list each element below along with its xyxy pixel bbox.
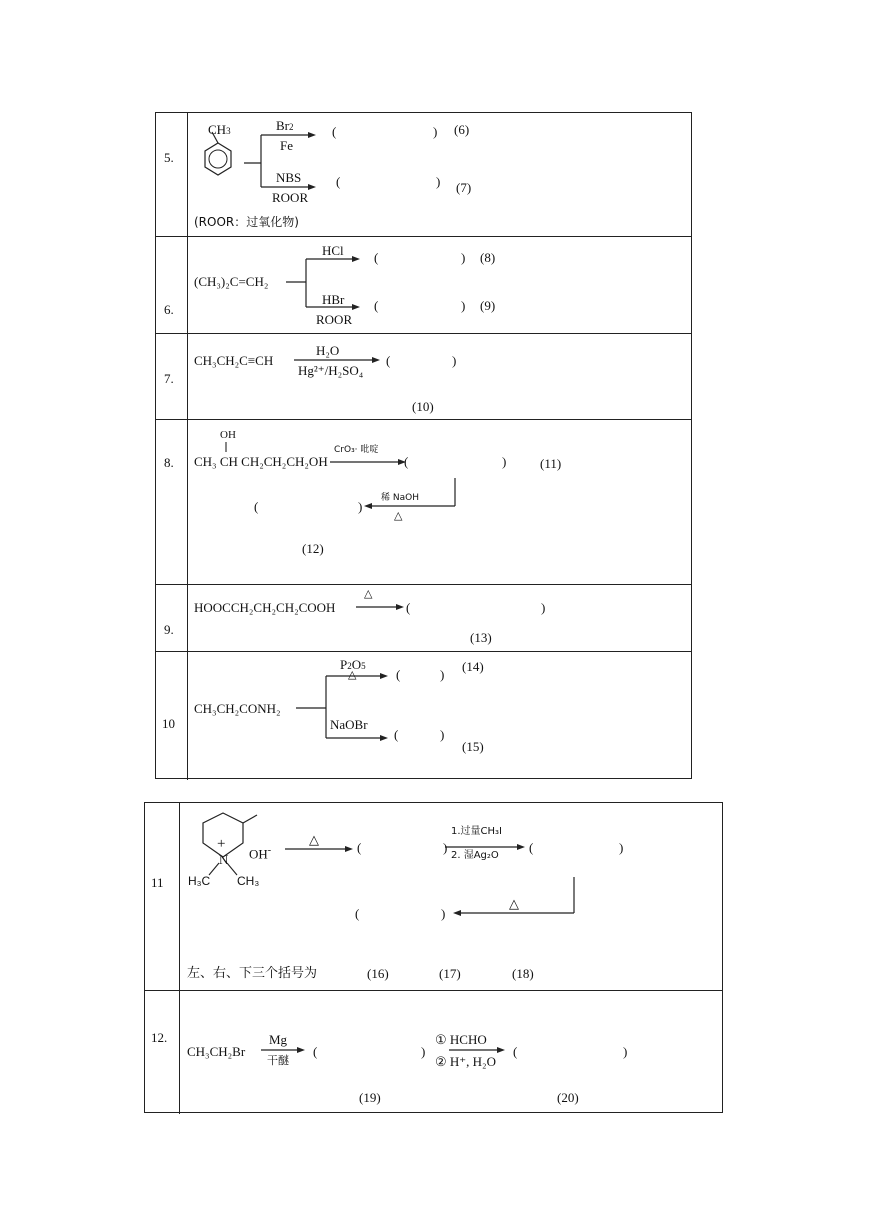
blank-open: ( — [313, 1044, 318, 1059]
blank-open: ( — [357, 840, 362, 855]
row-number: 8. — [164, 455, 174, 470]
row-number: 5. — [164, 150, 174, 165]
blank-close: ) — [443, 840, 448, 855]
delta-symbol: △ — [364, 588, 373, 600]
blank-close: ) — [461, 298, 466, 313]
blank-open: ( — [332, 124, 337, 139]
blank-open: ( — [336, 174, 341, 189]
blank-close: ) — [502, 454, 507, 469]
charge-plus: + — [217, 836, 226, 852]
reagent-lower: HBr — [322, 292, 345, 307]
delta-symbol: △ — [309, 832, 319, 847]
row-number: 7. — [164, 371, 174, 386]
answer-label: (9) — [480, 298, 496, 313]
methyl-left: H₃C — [188, 874, 211, 888]
reagent-step2: 2. 湿Ag₂O — [451, 850, 499, 861]
piperidinium-structure-icon — [145, 803, 724, 990]
methyl-right: CH₃ — [237, 874, 260, 888]
answer-label: (15) — [462, 739, 484, 754]
table-row — [145, 990, 722, 1114]
note-text: (ROOR：过氧化物) — [194, 215, 299, 229]
reaction-arrows-icon — [156, 420, 693, 585]
table-row — [156, 419, 691, 584]
reaction-arrows-icon — [145, 991, 724, 1115]
answer-label: (14) — [462, 659, 484, 674]
answer-label: (13) — [470, 630, 492, 645]
row-number: 11 — [151, 875, 164, 890]
branch-arrow-icon — [156, 652, 693, 781]
blank-close: ) — [452, 353, 457, 368]
blank-open: ( — [513, 1044, 518, 1059]
blank-open: ( — [406, 600, 411, 615]
blank-open: ( — [396, 667, 401, 682]
row-number: 9. — [164, 622, 174, 637]
reaction-arrow-icon — [156, 585, 693, 652]
delta-symbol: △ — [509, 896, 519, 911]
reactant: CH₃ CH CH₂CH₂CH₂OH — [194, 454, 328, 469]
answer-label: (8) — [480, 250, 496, 265]
blank-open: ( — [386, 353, 391, 368]
answer-label: (12) — [302, 541, 324, 556]
answer-label: (17) — [439, 966, 461, 981]
blank-close: ) — [358, 499, 363, 514]
reactant: CH₃CH₂Br — [187, 1044, 246, 1059]
blank-close: ) — [461, 250, 466, 265]
table-row — [145, 803, 722, 990]
blank-open: ( — [355, 906, 360, 921]
reaction-table-1 — [155, 112, 692, 779]
blank-open: ( — [404, 454, 409, 469]
condition-1: 干醚 — [267, 1054, 289, 1067]
blank-close: ) — [440, 667, 445, 682]
condition-upper: Fe — [280, 138, 293, 153]
blank-close: ) — [541, 600, 546, 615]
answer-label: (10) — [412, 399, 434, 414]
reagent-upper: Br2 — [276, 118, 294, 133]
reagent-2-bottom: ② H⁺, H₂O — [435, 1054, 496, 1069]
row-number: 10 — [162, 716, 175, 731]
answer-label: (18) — [512, 966, 534, 981]
answer-label: (16) — [367, 966, 389, 981]
reagent-top: H₂O — [316, 343, 340, 358]
answer-label: (11) — [540, 456, 562, 471]
reactant: (CH₃)₂C=CH₂ — [194, 274, 269, 289]
table-row — [156, 584, 691, 651]
answer-label: (7) — [456, 180, 472, 195]
blank-close: ) — [421, 1044, 426, 1059]
reagent-1: Mg — [269, 1032, 288, 1047]
answer-label: (20) — [557, 1090, 579, 1105]
blank-close: ) — [441, 906, 446, 921]
second-reagent: 稀 NaOH — [381, 493, 419, 503]
table-row — [156, 333, 691, 419]
reactant: CH₃CH₂C≡CH — [194, 353, 274, 368]
nitrogen-atom: N — [219, 852, 229, 867]
reaction-table-2 — [144, 802, 723, 1113]
reagent-lower: NBS — [276, 170, 302, 185]
reactant: CH₃CH₂CONH₂ — [194, 701, 281, 716]
reagent-lower: NaOBr — [330, 717, 368, 732]
hydroxyl-label: OH — [220, 429, 236, 441]
delta-symbol: △ — [348, 669, 357, 681]
table-row — [156, 113, 691, 236]
reagent-upper: P2O5 — [340, 657, 366, 672]
blank-open: ( — [254, 499, 259, 514]
note-text: 左、右、下三个括号为 — [187, 966, 318, 981]
reagent-bottom: Hg²⁺/H₂SO₄ — [298, 363, 364, 378]
blank-close: ) — [440, 727, 445, 742]
branch-arrow-icon — [156, 237, 693, 334]
row-number: 6. — [164, 302, 174, 317]
methyl-label: CH3 — [208, 122, 231, 137]
reagent-2-top: ① HCHO — [435, 1032, 487, 1047]
condition-lower: ROOR — [272, 190, 309, 205]
blank-open: ( — [374, 298, 379, 313]
blank-close: ) — [433, 124, 438, 139]
table-row — [156, 651, 691, 780]
hydroxide-ion: OH- — [249, 845, 272, 862]
blank-close: ) — [436, 174, 441, 189]
reagent-step1: 1.过量CH₃I — [451, 826, 503, 837]
table-row — [156, 236, 691, 333]
blank-close: ) — [623, 1044, 628, 1059]
row-number: 12. — [151, 1030, 168, 1045]
condition-lower: ROOR — [316, 312, 353, 327]
answer-label: (19) — [359, 1090, 381, 1105]
answer-label: (6) — [454, 122, 470, 137]
reactant: HOOCCH₂CH₂CH₂COOH — [194, 600, 336, 615]
reagent-upper: HCl — [322, 243, 344, 258]
blank-open: ( — [394, 727, 399, 742]
reagent: CrO₃· 吡啶 — [334, 445, 379, 455]
blank-open: ( — [374, 250, 379, 265]
blank-open: ( — [529, 840, 534, 855]
delta-symbol: △ — [394, 510, 403, 522]
blank-close: ) — [619, 840, 624, 855]
